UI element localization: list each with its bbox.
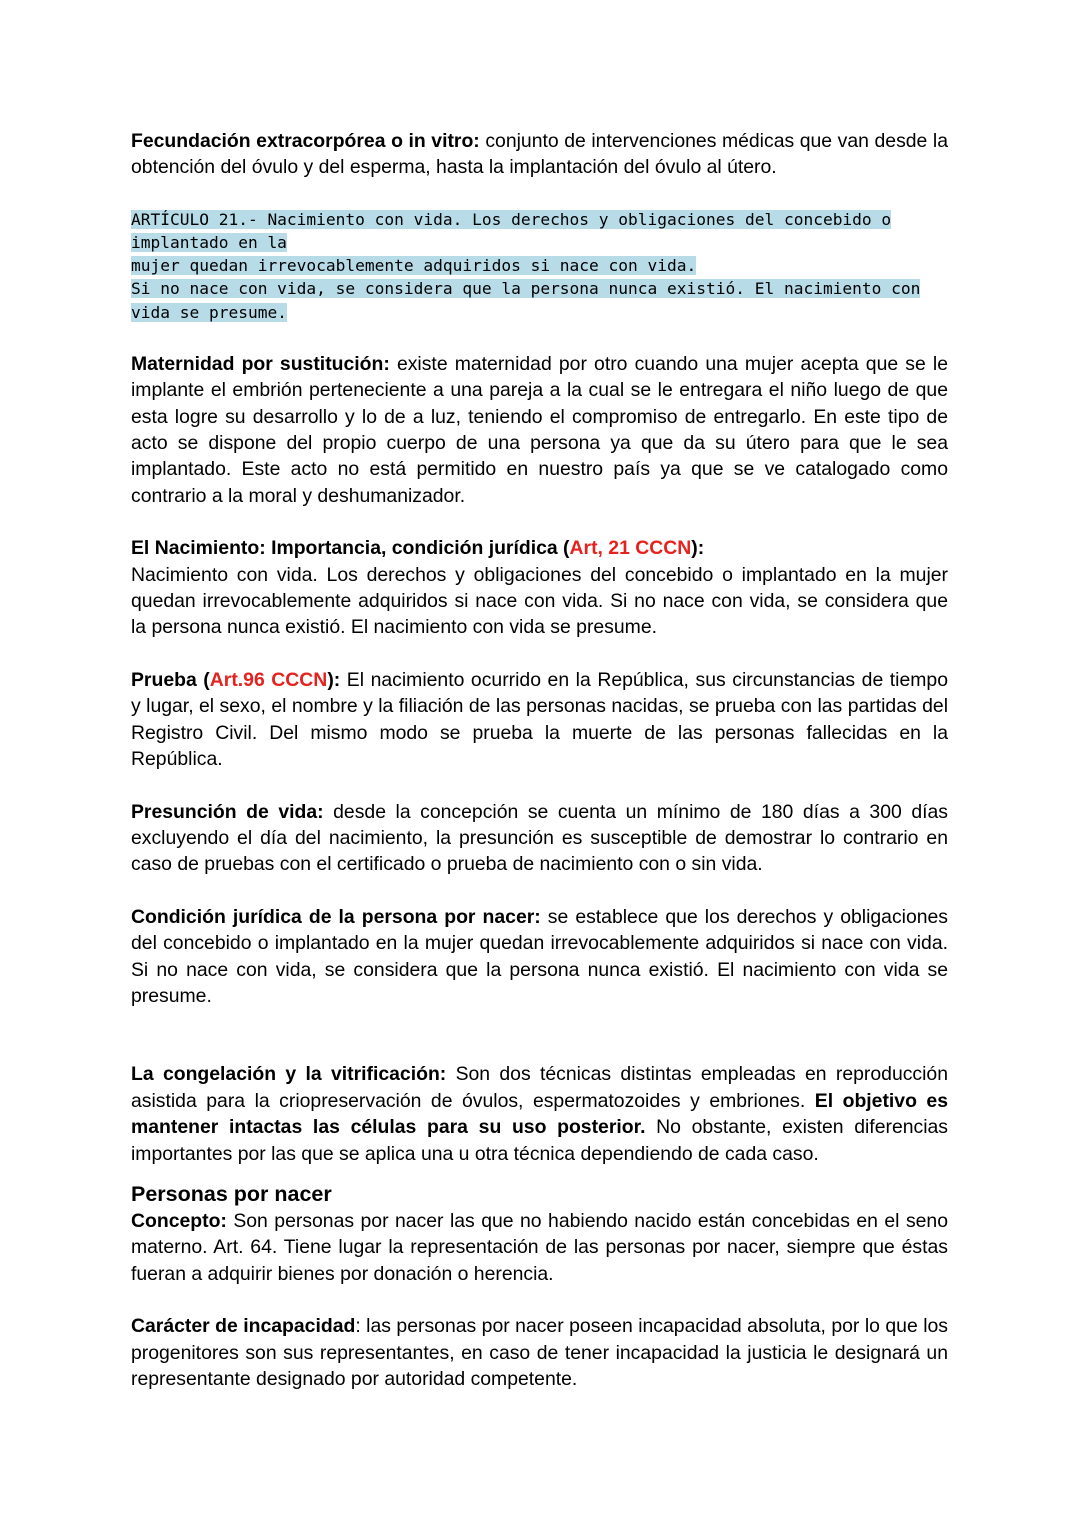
concepto-paragraph bbox=[131, 1208, 948, 1287]
nacimiento-title: El Nacimiento: Importancia, condición jurídica (Art, 21 CCCN): bbox=[131, 537, 705, 560]
maternidad-paragraph bbox=[131, 351, 948, 509]
prueba-article-ref: Art.96 CCCN bbox=[209, 668, 328, 691]
concepto-text: Son personas por nacer las que no habiendo nacido están concebidas en el seno materno. Art. 64. Tiene lugar la representación de las personas por nacer, siempre que éstas fueran a adquirir bienes por donación o herencia. bbox=[131, 1209, 948, 1285]
nacimiento-text: Nacimiento con vida. Los derechos y obligaciones del concebido o implantado en la mujer quedan irrevocablemente adquiridos si nace con vida. Si no nace con vida, se considera que la persona nunca existió. El nacimiento con vida se presume. bbox=[131, 563, 948, 639]
congelacion-objective: El objetivo es mantener intactas las células para su uso posterior. bbox=[131, 1089, 949, 1139]
articulo-21-line-1: ARTÍCULO 21.- Nacimiento con vida. Los derechos y obligaciones del concebido o implantado en la bbox=[131, 209, 892, 253]
document-page bbox=[131, 128, 948, 1392]
incapacidad-term: Carácter de incapacidad bbox=[131, 1315, 356, 1338]
condicion-text: se establece que los derechos y obligaciones del concebido o implantado en la mujer quedan irrevocablemente adquiridos si nace con vida. Si no nace con vida, se considera que la persona nunca existió. El nacimiento con vida se presume. bbox=[131, 905, 948, 1007]
articulo-21-line-2: mujer quedan irrevocablemente adquiridos si nace con vida. bbox=[131, 256, 697, 276]
articulo-21-quote bbox=[131, 208, 948, 324]
presuncion-term: Presunción de vida: bbox=[131, 800, 324, 823]
congelacion-paragraph: La congelación y la vitrificación: Son dos técnicas distintas empleadas en reproducción asistida para la criopreservación de óvulos, espermatozoides y embriones. El objetivo es mantener intactas las células para su uso posterior. No obstante, existen diferencias importantes por las que se aplica una u otra técnica dependiendo de cada caso. bbox=[131, 1063, 949, 1165]
nacimiento-article-ref: Art, 21 CCCN bbox=[569, 537, 692, 560]
incapacidad-paragraph bbox=[131, 1313, 948, 1392]
condicion-paragraph bbox=[131, 904, 948, 1010]
condicion-term: Condición jurídica de la persona por nacer: bbox=[131, 905, 541, 928]
presuncion-paragraph bbox=[131, 799, 948, 878]
fecundacion-paragraph bbox=[131, 128, 948, 181]
presuncion-text: desde la concepción se cuenta un mínimo de 180 días a 300 días excluyendo el día del nacimiento, la presunción es susceptible de demostrar lo contrario en caso de pruebas con el certificado o prueba de nacimiento con o sin vida. bbox=[131, 800, 948, 876]
maternidad-text: existe maternidad por otro cuando una mujer acepta que se le implante el embrión perteneciente a una pareja a la cual se le entregara el niño luego de que esta logre su desarrollo y lo de a luz, teniendo el compromiso de entregarlo. En este tipo de acto se dispone del propio cuerpo de una persona ya que da su útero para que le sea implantado. Este acto no está permitido en nuestro país ya que se ve catalogado como contrario a la moral y deshumanizador. bbox=[131, 352, 948, 507]
prueba-text: El nacimiento ocurrido en la República, sus circunstancias de tiempo y lugar, el sexo, el nombre y la filiación de las personas nacidas, se prueba con las partidas del Registro Civil. Del mismo modo se prueba la muerte de las personas fallecidas en la República. bbox=[131, 668, 948, 771]
maternidad-term: Maternidad por sustitución: bbox=[131, 352, 390, 375]
fecundacion-term: Fecundación extracorpórea o in vitro: bbox=[131, 130, 480, 152]
fecundacion-text: conjunto de intervenciones médicas que van desde la obtención del óvulo y del esperma, hasta la implantación del óvulo al útero. bbox=[131, 130, 948, 179]
articulo-21-line-3: Si no nace con vida, se considera que la persona nunca existió. El nacimiento con vida se presume. bbox=[131, 279, 921, 322]
incapacidad-text: : las personas por nacer poseen incapacidad absoluta, por lo que los progenitores son sus representantes, en caso de tener incapacidad la justicia le designará un representante designado por autoridad competente. bbox=[131, 1315, 948, 1391]
prueba-paragraph: Prueba (Art.96 CCCN): El nacimiento ocurrido en la República, sus circunstancias de tiempo y lugar, el sexo, el nombre y la filiación de las personas nacidas, se prueba con las partidas del Registro Civil. Del mismo modo se prueba la muerte de las personas fallecidas en la República. bbox=[131, 668, 948, 771]
personas-heading: Personas por nacer bbox=[131, 1181, 332, 1206]
congelacion-term: La congelación y la vitrificación: bbox=[131, 1063, 447, 1086]
concepto-term: Concepto: bbox=[131, 1209, 227, 1232]
